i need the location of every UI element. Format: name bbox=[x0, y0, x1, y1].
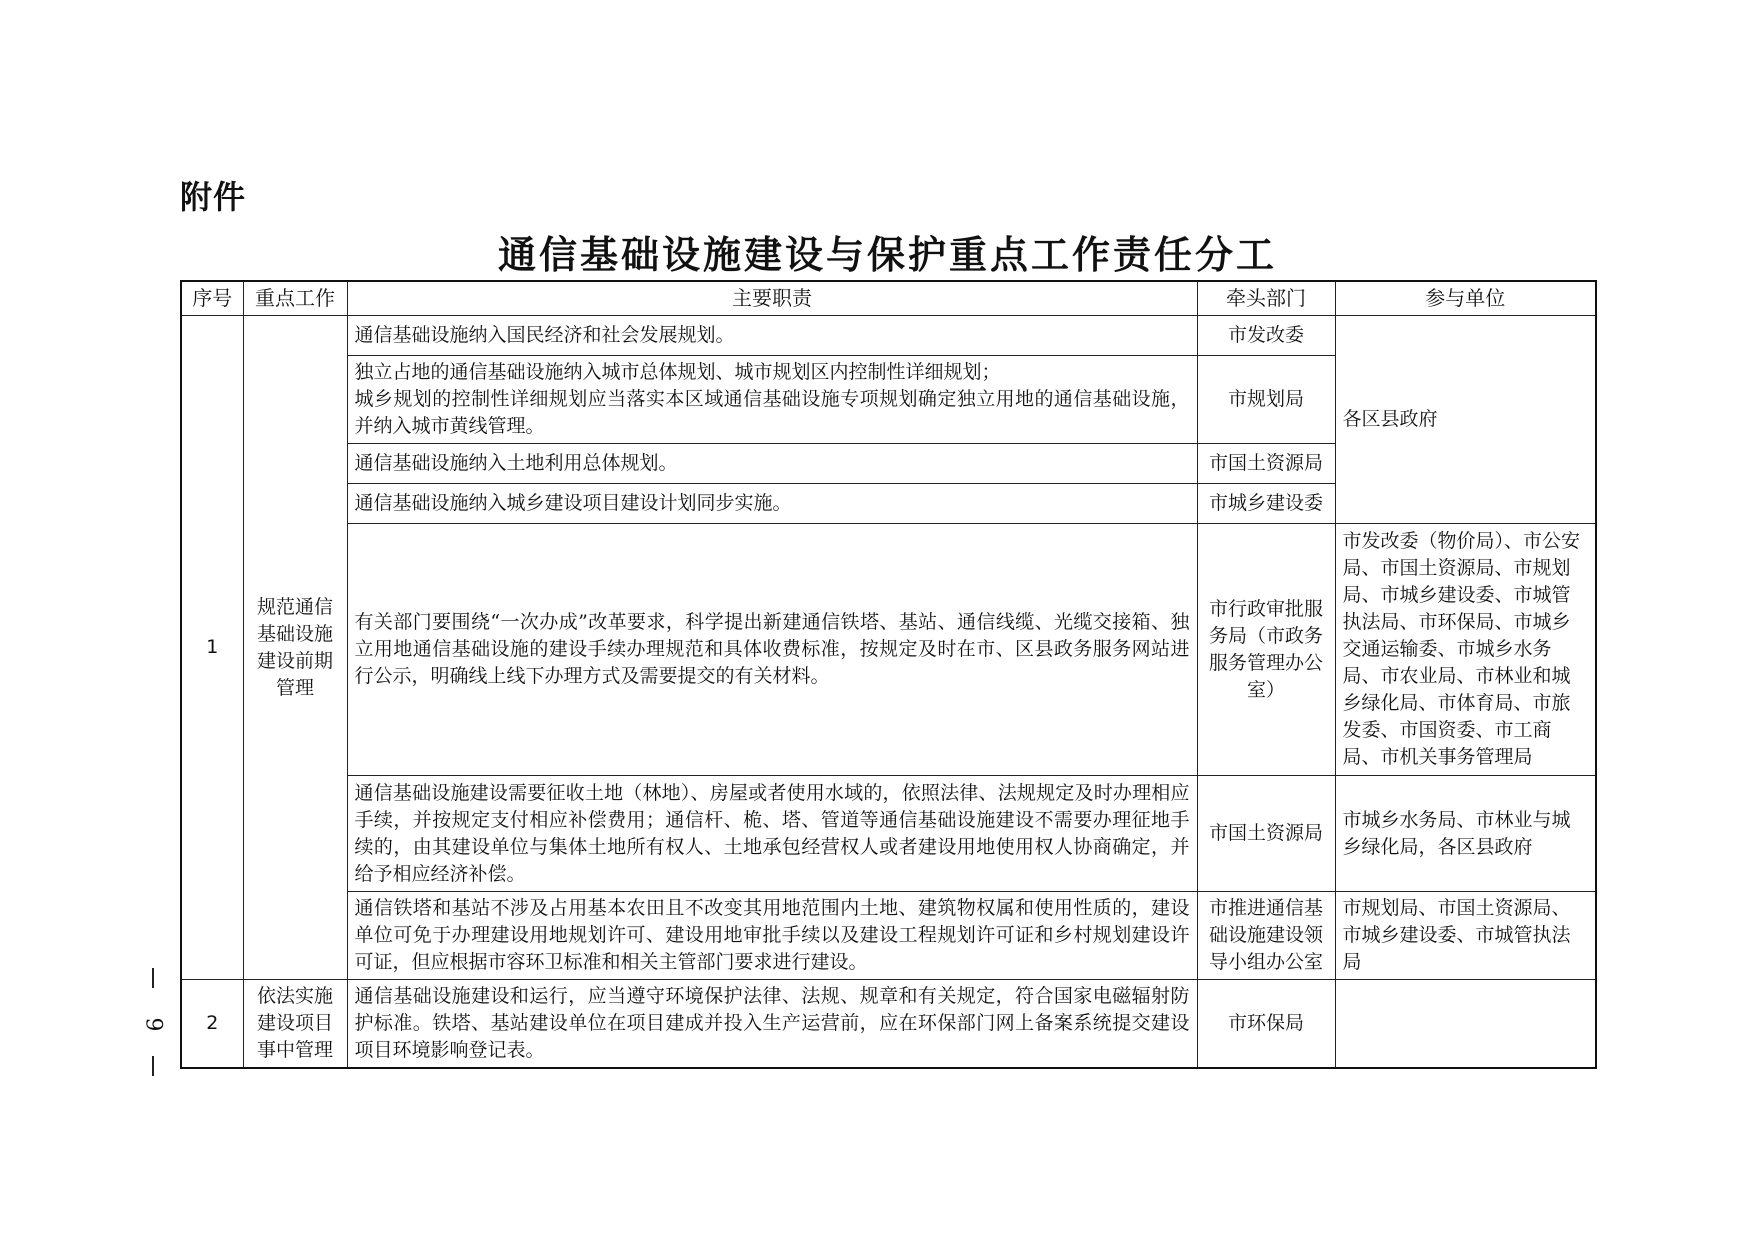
lead-cell: 市行政审批服务局（市政务服务管理办公室） bbox=[1197, 524, 1335, 776]
header-participants: 参与单位 bbox=[1335, 281, 1596, 316]
group-1-seq: 1 bbox=[181, 316, 243, 980]
table-row bbox=[181, 892, 1596, 980]
dash-bottom bbox=[152, 1056, 154, 1076]
lead-cell: 市环保局 bbox=[1197, 980, 1335, 1068]
participants-cell: 市规划局、市国土资源局、市城乡建设委、市城管执法局 bbox=[1335, 892, 1596, 980]
header-seq: 序号 bbox=[181, 281, 243, 316]
header-task: 重点工作 bbox=[243, 281, 347, 316]
duty-cell: 通信基础设施纳入土地利用总体规划。 bbox=[347, 444, 1197, 484]
table-header-row bbox=[181, 281, 1596, 316]
group-1-task: 规范通信基础设施建设前期管理 bbox=[243, 316, 347, 980]
duty-cell: 通信基础设施纳入城乡建设项目建设计划同步实施。 bbox=[347, 484, 1197, 524]
duty-cell: 通信基础设施建设需要征收土地（林地）、房屋或者使用水域的，依照法律、法规规定及时办理相应手续，并按规定支付相应补偿费用；通信杆、桅、塔、管道等通信基础设施建设不需要办理征地手续的，由其建设单位与集体土地所有权人、土地承包经营权人或者建设用地使用权人协商确定，并给予相应经济补偿。 bbox=[347, 776, 1197, 892]
table-row bbox=[181, 316, 1596, 356]
duty-cell: 有关部门要围绕“一次办成”改革要求，科学提出新建通信铁塔、基站、通信线缆、光缆交接箱、独立用地通信基础设施的建设手续办理规范和具体收费标准，按规定及时在市、区县政务服务网站进行公示，明确线上线下办理方式及需要提交的有关材料。 bbox=[347, 524, 1197, 776]
header-lead: 牵头部门 bbox=[1197, 281, 1335, 316]
duty-cell: 独立占地的通信基础设施纳入城市总体规划、城市规划区内控制性详细规划； 城乡规划的控制性详细规划应当落实本区域通信基础设施专项规划确定独立用地的通信基础设施，并纳入城市黄线管理。 bbox=[347, 356, 1197, 444]
participants-cell bbox=[1335, 980, 1596, 1068]
table-row bbox=[181, 776, 1596, 892]
dash-top bbox=[152, 968, 154, 988]
page-number-marker bbox=[140, 968, 166, 1076]
lead-cell: 市规划局 bbox=[1197, 356, 1335, 444]
group-2-task: 依法实施建设项目事中管理 bbox=[243, 980, 347, 1068]
page-number: 9 bbox=[140, 1017, 166, 1032]
lead-cell: 市国土资源局 bbox=[1197, 444, 1335, 484]
table-row bbox=[181, 980, 1596, 1068]
header-duty: 主要职责 bbox=[347, 281, 1197, 316]
attachment-label: 附件 bbox=[180, 178, 247, 216]
group-2-seq: 2 bbox=[181, 980, 243, 1068]
lead-cell: 市发改委 bbox=[1197, 316, 1335, 356]
duty-cell: 通信基础设施建设和运行，应当遵守环境保护法律、法规、规章和有关规定，符合国家电磁辐射防护标准。铁塔、基站建设单位在项目建成并投入生产运营前，应在环保部门网上备案系统提交建设项目环境影响登记表。 bbox=[347, 980, 1197, 1068]
table-row bbox=[181, 524, 1596, 776]
duty-cell: 通信基础设施纳入国民经济和社会发展规划。 bbox=[347, 316, 1197, 356]
participants-cell: 市城乡水务局、市林业与城乡绿化局，各区县政府 bbox=[1335, 776, 1596, 892]
responsibility-table bbox=[180, 280, 1597, 1069]
participants-cell: 市发改委（物价局）、市公安局、市国土资源局、市规划局、市城乡建设委、市城管执法局、市环保局、市城乡交通运输委、市城乡水务局、市农业局、市林业和城乡绿化局、市体育局、市旅发委、市国资委、市工商局、市机关事务管理局 bbox=[1335, 524, 1596, 776]
lead-cell: 市国土资源局 bbox=[1197, 776, 1335, 892]
lead-cell: 市城乡建设委 bbox=[1197, 484, 1335, 524]
duty-cell: 通信铁塔和基站不涉及占用基本农田且不改变其用地范围内土地、建筑物权属和使用性质的，建设单位可免于办理建设用地规划许可、建设用地审批手续以及建设工程规划许可证和乡村规划建设许可证，但应根据市容环卫标准和相关主管部门要求进行建设。 bbox=[347, 892, 1197, 980]
lead-cell: 市推进通信基础设施建设领导小组办公室 bbox=[1197, 892, 1335, 980]
document-title: 通信基础设施建设与保护重点工作责任分工 bbox=[497, 232, 1277, 277]
participants-cell: 各区县政府 bbox=[1335, 316, 1596, 524]
